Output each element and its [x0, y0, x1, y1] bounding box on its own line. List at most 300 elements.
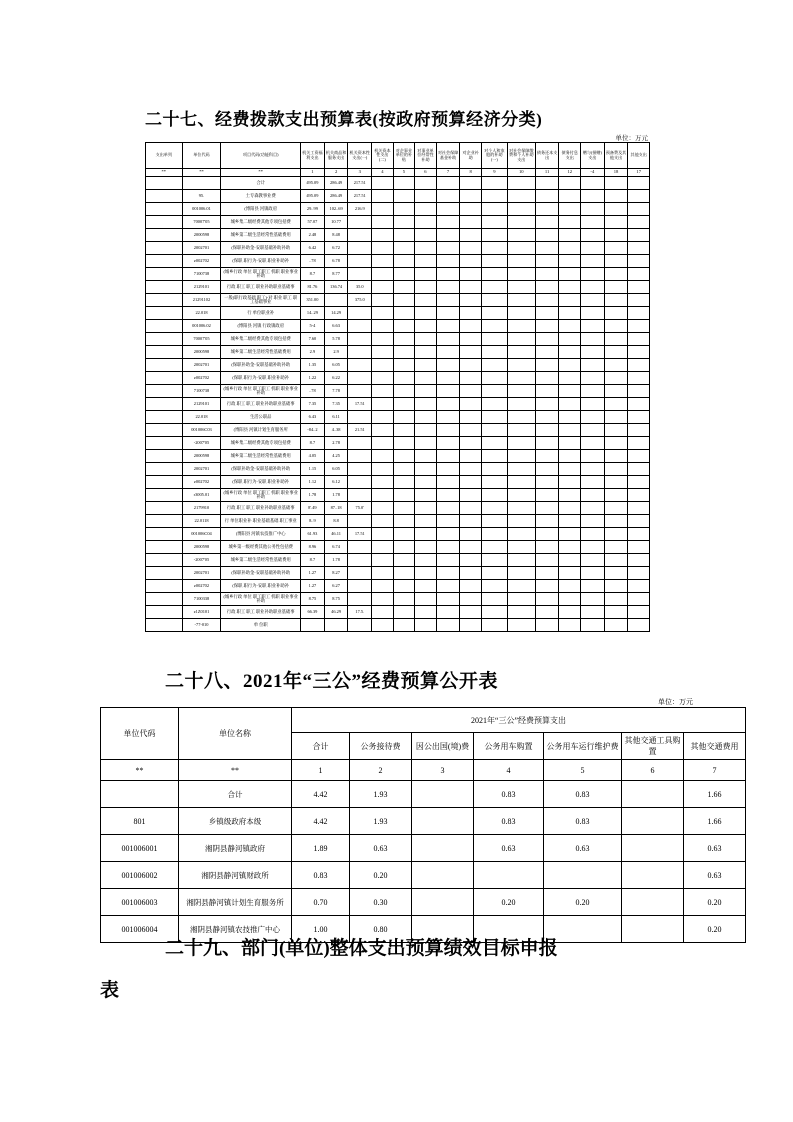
cell-blank: [436, 606, 460, 619]
cell-blank: [628, 398, 650, 411]
cell-blank: [393, 463, 415, 476]
cell-blank: [628, 242, 650, 255]
cell-itemname: (保职补助金-安职基础补助补助: [221, 567, 301, 580]
cell-blank: [581, 385, 605, 398]
header-cell: 对事业单位经常性补助: [415, 143, 437, 169]
cell-v1: 495.09: [301, 177, 325, 190]
cell-total: 0.70: [292, 889, 350, 916]
table-row: [146, 450, 650, 463]
colnum-cell: 12: [559, 169, 581, 177]
cell-unit-name: 湘阴县静河镇财政所: [179, 862, 292, 889]
header-subcol: 公务接待费: [350, 733, 412, 760]
cell-blank: [628, 541, 650, 554]
cell-blank: [535, 398, 559, 411]
cell-blank: [628, 372, 650, 385]
table-row: [146, 346, 650, 359]
colnum-cell: 1: [292, 760, 350, 781]
cell-blank: [628, 385, 650, 398]
cell-blank: [415, 502, 437, 515]
cell-unitcode: 22.0118: [182, 515, 221, 528]
cell-unit-name: 乡镇级政府本级: [179, 808, 292, 835]
cell-blank: [507, 424, 535, 437]
cell-blank: [460, 398, 482, 411]
cell-blank: [460, 515, 482, 528]
cell-itemname: (城乡行政 单位 职工职工 机职 职业事业补助: [221, 385, 301, 398]
cell-blank: [535, 255, 559, 268]
cell-col1: [146, 281, 183, 294]
colnum-cell: **: [146, 169, 183, 177]
cell-blank: [415, 216, 437, 229]
cell-v2: 7.78: [324, 385, 348, 398]
cell-blank: [415, 333, 437, 346]
cell-blank: [581, 476, 605, 489]
cell-blank: [535, 424, 559, 437]
cell-v1: 4.05: [301, 450, 325, 463]
cell-blank: [393, 242, 415, 255]
table-row: [146, 190, 650, 203]
colnum-cell: 5: [393, 169, 415, 177]
cell-unitcode: 2000598: [182, 541, 221, 554]
cell-blank: [436, 372, 460, 385]
cell-blank: [628, 359, 650, 372]
cell-blank: [393, 281, 415, 294]
cell-blank: [372, 476, 394, 489]
cell-blank: [535, 619, 559, 632]
cell-blank: [628, 307, 650, 320]
cell-unit-name: 合计: [179, 781, 292, 808]
cell-blank: [535, 281, 559, 294]
cell-blank: [535, 489, 559, 502]
cell-vehicle-maintenance: 0.20: [544, 889, 622, 916]
cell-blank: [559, 424, 581, 437]
cell-itemname: 单 位职: [221, 619, 301, 632]
cell-blank: [415, 359, 437, 372]
cell-blank: [460, 372, 482, 385]
cell-blank: [559, 216, 581, 229]
cell-itemname: 城乡第二级生活经常性基础费用: [221, 554, 301, 567]
cell-col1: [146, 385, 183, 398]
cell-blank: [481, 281, 507, 294]
cell-blank: [460, 489, 482, 502]
cell-abroad: [412, 862, 474, 889]
colnum-cell: 5: [544, 760, 622, 781]
cell-blank: [507, 554, 535, 567]
cell-blank: [393, 411, 415, 424]
cell-unitcode: 001006.01: [182, 203, 221, 216]
cell-blank: [604, 424, 628, 437]
cell-v3: [348, 333, 372, 346]
cell-blank: [628, 437, 650, 450]
section-28-unit-label: 单位：万元: [658, 698, 693, 706]
cell-blank: [581, 242, 605, 255]
colnum-cell: **: [182, 169, 221, 177]
cell-itemname: (保职 职行为-安职 职业补助补: [221, 255, 301, 268]
cell-blank: [581, 398, 605, 411]
cell-v1: 61.93: [301, 528, 325, 541]
cell-blank: [535, 307, 559, 320]
cell-blank: [559, 580, 581, 593]
cell-blank: [415, 580, 437, 593]
cell-blank: [372, 346, 394, 359]
cell-v2: 46.11: [324, 528, 348, 541]
cell-v3: [348, 346, 372, 359]
cell-blank: [507, 255, 535, 268]
cell-blank: [481, 216, 507, 229]
cell-blank: [535, 580, 559, 593]
cell-v1: [301, 619, 325, 632]
cell-col1: [146, 359, 183, 372]
cell-blank: [559, 333, 581, 346]
header-cell: 机关商品和服务支出: [324, 143, 348, 169]
cell-blank: [436, 528, 460, 541]
cell-blank: [507, 177, 535, 190]
table-column-number-row: [101, 760, 746, 781]
cell-v3: 216.9: [348, 203, 372, 216]
cell-itemname: 城乡集二级经费其他专项包括费: [221, 333, 301, 346]
cell-blank: [535, 229, 559, 242]
cell-unitcode: 001006C04: [182, 528, 221, 541]
cell-blank: [481, 515, 507, 528]
cell-v1: 1.12: [301, 476, 325, 489]
cell-blank: [481, 593, 507, 606]
cell-blank: [559, 463, 581, 476]
header-cell: 其他支出: [628, 143, 650, 169]
cell-blank: [581, 320, 605, 333]
cell-blank: [436, 619, 460, 632]
cell-blank: [481, 606, 507, 619]
cell-blank: [372, 359, 394, 372]
cell-blank: [604, 385, 628, 398]
cell-blank: [507, 333, 535, 346]
cell-v2: 10.77: [324, 216, 348, 229]
cell-blank: [559, 372, 581, 385]
cell-unitcode: z002702: [182, 372, 221, 385]
cell-blank: [559, 476, 581, 489]
cell-blank: [481, 255, 507, 268]
cell-blank: [460, 294, 482, 307]
cell-blank: [507, 528, 535, 541]
cell-vehicle-purchase: 0.20: [474, 889, 544, 916]
cell-vehicle-maintenance: 0.83: [544, 808, 622, 835]
cell-blank: [481, 541, 507, 554]
cell-blank: [460, 177, 482, 190]
colnum-cell: 3: [412, 760, 474, 781]
cell-unitcode: 2000598: [182, 346, 221, 359]
cell-blank: [604, 515, 628, 528]
cell-blank: [535, 554, 559, 567]
cell-itemname: 行 单位职业补: [221, 307, 301, 320]
cell-blank: [393, 528, 415, 541]
cell-v2: 6.22: [324, 372, 348, 385]
cell-v3: [348, 255, 372, 268]
cell-v2: 5.78: [324, 333, 348, 346]
table-row: [146, 541, 650, 554]
colnum-cell: 4: [474, 760, 544, 781]
table-row: [146, 268, 650, 281]
cell-blank: [415, 554, 437, 567]
cell-v1: 2.9: [301, 346, 325, 359]
cell-blank: [372, 320, 394, 333]
cell-v2: 6.05: [324, 463, 348, 476]
cell-itemname: 行 单位职业补 职业基础基础 职工事业: [221, 515, 301, 528]
cell-blank: [460, 255, 482, 268]
cell-v1: 8.7: [301, 437, 325, 450]
cell-blank: [393, 593, 415, 606]
cell-itemname: 城乡第一级经费其他公务性包括费: [221, 541, 301, 554]
cell-blank: [415, 606, 437, 619]
cell-blank: [481, 580, 507, 593]
cell-unitcode: 2129101: [182, 281, 221, 294]
cell-blank: [415, 294, 437, 307]
cell-blank: [535, 346, 559, 359]
cell-unitcode: 001006.02: [182, 320, 221, 333]
cell-v2: 8.8: [324, 515, 348, 528]
cell-blank: [507, 229, 535, 242]
section-27-unit-label: 单位：万元: [615, 135, 648, 142]
cell-blank: [559, 502, 581, 515]
cell-blank: [372, 255, 394, 268]
cell-blank: [604, 437, 628, 450]
cell-blank: [604, 359, 628, 372]
cell-blank: [436, 411, 460, 424]
cell-col1: [146, 541, 183, 554]
cell-blank: [436, 268, 460, 281]
cell-blank: [559, 307, 581, 320]
cell-v1: 1.35: [301, 359, 325, 372]
cell-unitcode: z1Z0101: [182, 606, 221, 619]
cell-blank: [559, 203, 581, 216]
cell-blank: [581, 359, 605, 372]
cell-blank: [436, 294, 460, 307]
cell-blank: [604, 333, 628, 346]
table-row: [146, 437, 650, 450]
cell-blank: [393, 268, 415, 281]
header-cell: 对社会保障基金补助: [436, 143, 460, 169]
cell-blank: [559, 619, 581, 632]
colnum-cell: 8: [460, 169, 482, 177]
cell-unitcode: z002702: [182, 476, 221, 489]
table-row: [146, 385, 650, 398]
table-row: [101, 835, 746, 862]
cell-vehicle-maintenance: 0.83: [544, 781, 622, 808]
cell-col1: [146, 554, 183, 567]
cell-blank: [507, 541, 535, 554]
cell-blank: [507, 619, 535, 632]
cell-blank: [372, 515, 394, 528]
cell-blank: [559, 320, 581, 333]
cell-blank: [559, 229, 581, 242]
cell-blank: [393, 424, 415, 437]
cell-itemname: 土专森教事业费: [221, 190, 301, 203]
cell-blank: [415, 372, 437, 385]
cell-total: 4.42: [292, 808, 350, 835]
cell-v3: [348, 372, 372, 385]
cell-v2: 2.9: [324, 346, 348, 359]
cell-v2: 4..38: [324, 424, 348, 437]
cell-col1: [146, 203, 183, 216]
cell-blank: [436, 281, 460, 294]
table-row: [101, 808, 746, 835]
cell-itemname: (城乡行政 单位 职工职工 机职 职业事业补助: [221, 268, 301, 281]
cell-blank: [481, 437, 507, 450]
cell-vehicle-maintenance: 0.63: [544, 835, 622, 862]
cell-blank: [535, 476, 559, 489]
cell-blank: [415, 268, 437, 281]
table-row: [146, 307, 650, 320]
table-row: [146, 463, 650, 476]
cell-blank: [436, 489, 460, 502]
cell-blank: [604, 307, 628, 320]
cell-blank: [372, 242, 394, 255]
cell-v1: ..78: [301, 385, 325, 398]
cell-blank: [393, 567, 415, 580]
cell-blank: [481, 190, 507, 203]
cell-blank: [604, 294, 628, 307]
cell-itemname: 生活公职品: [221, 411, 301, 424]
table-row: [146, 528, 650, 541]
cell-other-transport-fee: 1.66: [684, 808, 746, 835]
cell-blank: [628, 216, 650, 229]
cell-blank: [460, 450, 482, 463]
cell-blank: [559, 398, 581, 411]
colnum-cell: 10: [507, 169, 535, 177]
cell-blank: [460, 320, 482, 333]
cell-unitcode: 70007'05: [182, 216, 221, 229]
cell-col1: [146, 333, 183, 346]
cell-blank: [415, 190, 437, 203]
cell-blank: [460, 424, 482, 437]
cell-total: 0.83: [292, 862, 350, 889]
cell-blank: [604, 554, 628, 567]
cell-blank: [581, 463, 605, 476]
cell-v2: 87..18: [324, 502, 348, 515]
cell-blank: [460, 567, 482, 580]
cell-v3: [348, 411, 372, 424]
cell-blank: [628, 346, 650, 359]
cell-blank: [436, 177, 460, 190]
cell-blank: [604, 528, 628, 541]
cell-blank: [581, 541, 605, 554]
cell-other-transport-purchase: [622, 889, 684, 916]
table-row: [146, 606, 650, 619]
cell-blank: [415, 398, 437, 411]
cell-blank: [393, 216, 415, 229]
cell-blank: [507, 281, 535, 294]
cell-blank: [372, 463, 394, 476]
header-unit-name: 单位名称: [179, 708, 292, 760]
cell-blank: [535, 177, 559, 190]
cell-v3: [348, 489, 372, 502]
cell-v1: 6.42: [301, 242, 325, 255]
colnum-cell: -4: [581, 169, 605, 177]
cell-blank: [535, 216, 559, 229]
cell-blank: [628, 177, 650, 190]
cell-blank: [460, 476, 482, 489]
cell-blank: [604, 502, 628, 515]
cell-blank: [393, 606, 415, 619]
cell-blank: [628, 606, 650, 619]
cell-blank: [460, 411, 482, 424]
cell-v1: 57.07: [301, 216, 325, 229]
cell-v2: 8.27: [324, 567, 348, 580]
cell-blank: [604, 177, 628, 190]
cell-blank: [393, 450, 415, 463]
cell-unit-code: 801: [101, 808, 179, 835]
cell-blank: [481, 502, 507, 515]
cell-v1: -84..2: [301, 424, 325, 437]
cell-v3: [348, 450, 372, 463]
table-row: [146, 502, 650, 515]
cell-blank: [535, 528, 559, 541]
cell-blank: [393, 255, 415, 268]
cell-blank: [415, 619, 437, 632]
cell-blank: [436, 229, 460, 242]
cell-blank: [604, 281, 628, 294]
cell-v2: 6.05: [324, 359, 348, 372]
cell-v2: 1.78: [324, 489, 348, 502]
cell-blank: [481, 203, 507, 216]
cell-blank: [628, 320, 650, 333]
cell-blank: [415, 593, 437, 606]
cell-blank: [436, 424, 460, 437]
cell-blank: [535, 190, 559, 203]
cell-blank: [604, 229, 628, 242]
cell-itemname: (保职 职行为-安职 职业补助补: [221, 372, 301, 385]
cell-v3: [348, 385, 372, 398]
cell-other-transport-fee: 0.63: [684, 862, 746, 889]
cell-col1: [146, 450, 183, 463]
cell-blank: [393, 476, 415, 489]
cell-blank: [507, 242, 535, 255]
cell-col1: [146, 216, 183, 229]
colnum-cell: 3: [348, 169, 372, 177]
cell-blank: [481, 242, 507, 255]
cell-v1: 2.48: [301, 229, 325, 242]
header-cell: 对企事业单位的补贴: [393, 143, 415, 169]
cell-blank: [604, 476, 628, 489]
cell-v1: 7.35: [301, 398, 325, 411]
colnum-cell: 6: [415, 169, 437, 177]
cell-itemname: 行政 职工 职工 职业补助职业基础事: [221, 281, 301, 294]
table-column-number-row: [146, 169, 650, 177]
cell-blank: [415, 346, 437, 359]
cell-blank: [507, 359, 535, 372]
cell-v3: 21.51: [348, 424, 372, 437]
cell-blank: [628, 593, 650, 606]
cell-unitcode: 7100738: [182, 268, 221, 281]
cell-blank: [628, 463, 650, 476]
cell-blank: [372, 541, 394, 554]
cell-itemname: 行政 职工 职工 职业补助职业基础事: [221, 398, 301, 411]
cell-blank: [581, 294, 605, 307]
cell-blank: [581, 268, 605, 281]
cell-blank: [481, 268, 507, 281]
cell-v3: [348, 580, 372, 593]
header-cell: 机关资本性支出(一): [348, 143, 372, 169]
cell-blank: [604, 190, 628, 203]
colnum-cell: **: [101, 760, 179, 781]
cell-blank: [481, 307, 507, 320]
cell-itemname: (城乡行政 单位 职工职工 机职 职业事业补助: [221, 489, 301, 502]
cell-blank: [460, 437, 482, 450]
cell-unitcode: 7100338: [182, 593, 221, 606]
cell-blank: [481, 346, 507, 359]
cell-blank: [481, 554, 507, 567]
cell-v1: 1.15: [301, 463, 325, 476]
cell-v2: [324, 619, 348, 632]
cell-blank: [604, 567, 628, 580]
cell-unitcode: 2000598: [182, 229, 221, 242]
